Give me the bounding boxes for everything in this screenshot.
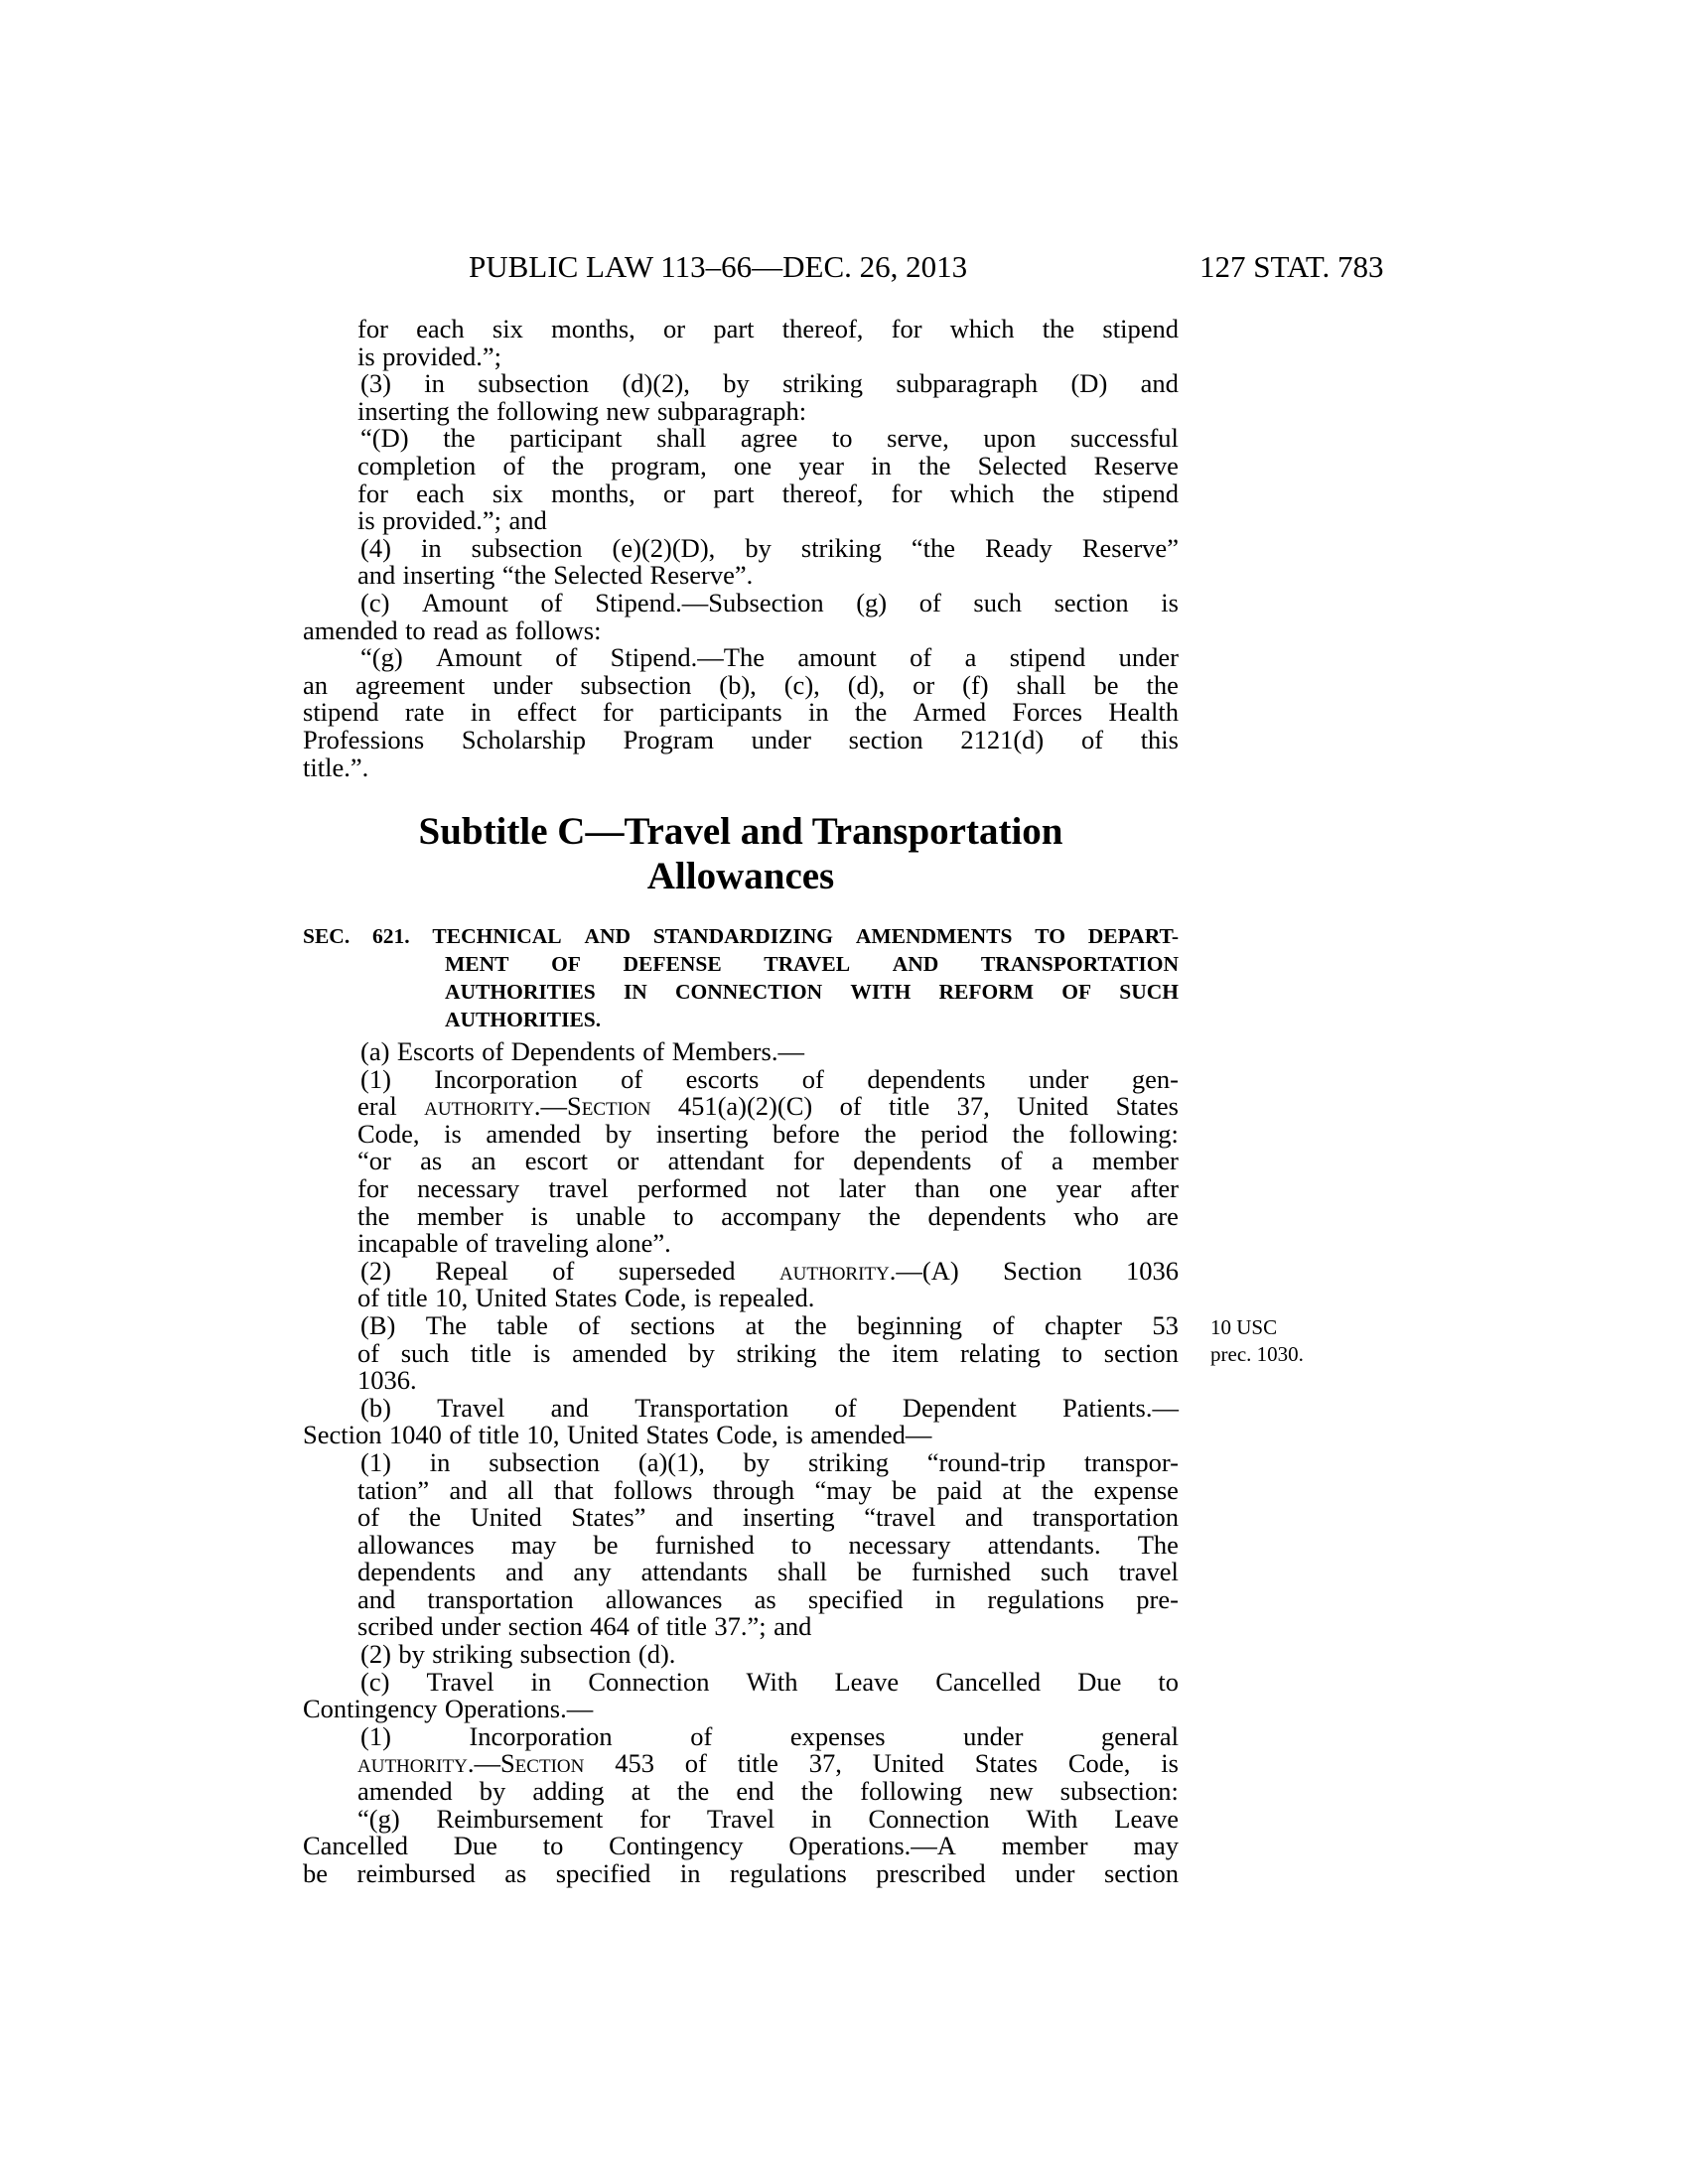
section-heading-line: AUTHORITIES IN CONNECTION WITH REFORM OF SUCH	[445, 980, 1179, 1004]
text-line: (1) Incorporation of expenses under general	[360, 1720, 1179, 1751]
text-line: is provided.”; and	[357, 505, 547, 536]
section-heading-line: MENT OF DEFENSE TRAVEL AND TRANSPORTATION	[445, 952, 1179, 976]
text-line: (4) in subsection (e)(2)(D), by striking “the Ready Reserve”	[360, 532, 1179, 563]
text-line: (a) Escorts of Dependents of Members.—	[360, 1036, 804, 1066]
section-621-heading	[303, 922, 1179, 1033]
text-line: for necessary travel performed not later than one year after	[357, 1172, 1179, 1203]
text-line: of title 10, United States Code, is repealed.	[357, 1283, 815, 1313]
text-line: and inserting “the Selected Reserve”.	[357, 560, 754, 591]
text-line: amended to read as follows:	[303, 614, 602, 645]
text-line: and transportation allowances as specified in regulations pre-	[357, 1583, 1179, 1614]
text-line: Cancelled Due to Contingency Operations.—A member may	[303, 1831, 1179, 1861]
subtitle-heading	[303, 809, 1179, 898]
text-line: (c) Travel in Connection With Leave Cancelled Due to	[360, 1666, 1179, 1697]
text-line: the member is unable to accompany the dependents who are	[357, 1200, 1179, 1231]
margin-note-citation	[1210, 1314, 1304, 1368]
text-line: allowances may be furnished to necessary attendants. The	[357, 1529, 1179, 1560]
text-line: completion of the program, one year in the Selected Reserve	[357, 450, 1179, 480]
text-line: inserting the following new subparagraph:	[357, 395, 807, 426]
text-line: incapable of traveling alone”.	[357, 1228, 671, 1259]
text-line: (2) Repeal of superseded authority.—(A) Section 1036	[360, 1255, 1179, 1286]
text-line: Contingency Operations.—	[303, 1694, 594, 1724]
text-line: for each six months, or part thereof, for which the stipend	[357, 478, 1179, 508]
text-line: scribed under section 464 of title 37.”; and	[357, 1611, 812, 1642]
running-header-title: PUBLIC LAW 113–66—DEC. 26, 2013	[469, 249, 968, 284]
text-line: “(D) the participant shall agree to serve, upon successful	[360, 423, 1179, 454]
text-line: for each six months, or part thereof, for which the stipend	[357, 314, 1179, 343]
margin-note-line-1: 10 USC	[1210, 1315, 1278, 1339]
subtitle-line-1: Subtitle C—Travel and Transportation	[418, 810, 1063, 853]
text-line: stipend rate in effect for participants in the Armed Forces Health	[303, 697, 1179, 728]
text-line: (1) Incorporation of escorts of dependents under gen-	[360, 1063, 1179, 1094]
text-line: eral authority.—Section 451(a)(2)(C) of title 37, United States	[357, 1091, 1179, 1122]
text-line: (b) Travel and Transportation of Dependent Patients.—	[360, 1392, 1179, 1423]
running-header-page-number: 127 STAT. 783	[1199, 249, 1384, 284]
section-heading-line: SEC. 621. TECHNICAL AND STANDARDIZING AMENDMENTS TO DEPART-	[303, 924, 1179, 948]
text-line: of the United States” and inserting “travel and transportation	[357, 1502, 1179, 1533]
text-line: amended by adding at the end the following new subsection:	[357, 1776, 1179, 1807]
text-line: (c) Amount of Stipend.—Subsection (g) of such section is	[360, 587, 1179, 617]
text-line: “or as an escort or attendant for dependents of a member	[357, 1146, 1179, 1176]
subtitle-line-2: Allowances	[646, 855, 835, 897]
text-line: 1036.	[357, 1365, 417, 1396]
text-line: be reimbursed as specified in regulations prescribed under section	[303, 1857, 1179, 1888]
section-heading-line: AUTHORITIES.	[445, 1008, 602, 1031]
text-line: “(g) Reimbursement for Travel in Connection With Leave	[357, 1803, 1179, 1834]
text-line: title.”.	[303, 751, 369, 782]
text-line: (2) by striking subsection (d).	[360, 1639, 676, 1670]
text-block-section-621	[303, 1038, 1179, 1887]
text-line: is provided.”;	[357, 341, 502, 371]
text-line: an agreement under subsection (b), (c), (d), or (f) shall be the	[303, 669, 1179, 700]
text-line: authority.—Section 453 of title 37, United States Code, is	[357, 1748, 1179, 1779]
text-line: Section 1040 of title 10, United States Code, is amended—	[303, 1420, 932, 1450]
text-line: Professions Scholarship Program under section 2121(d) of this	[303, 724, 1179, 754]
text-line: Code, is amended by inserting before the period the following:	[357, 1118, 1179, 1149]
text-block-stipend-amendments	[303, 316, 1179, 781]
text-line: dependents and any attendants shall be furnished such travel	[357, 1557, 1179, 1587]
margin-note-line-2: prec. 1030.	[1210, 1342, 1304, 1366]
text-line: (B) The table of sections at the beginning of chapter 53	[360, 1309, 1179, 1340]
text-line: (3) in subsection (d)(2), by striking subparagraph (D) and	[360, 368, 1179, 399]
text-line: “(g) Amount of Stipend.—The amount of a stipend under	[360, 642, 1179, 673]
text-line: of such title is amended by striking the item relating to section	[357, 1337, 1179, 1368]
text-line: (1) in subsection (a)(1), by striking “round-trip transpor-	[360, 1446, 1179, 1477]
text-line: tation” and all that follows through “may be paid at the expense	[357, 1474, 1179, 1505]
